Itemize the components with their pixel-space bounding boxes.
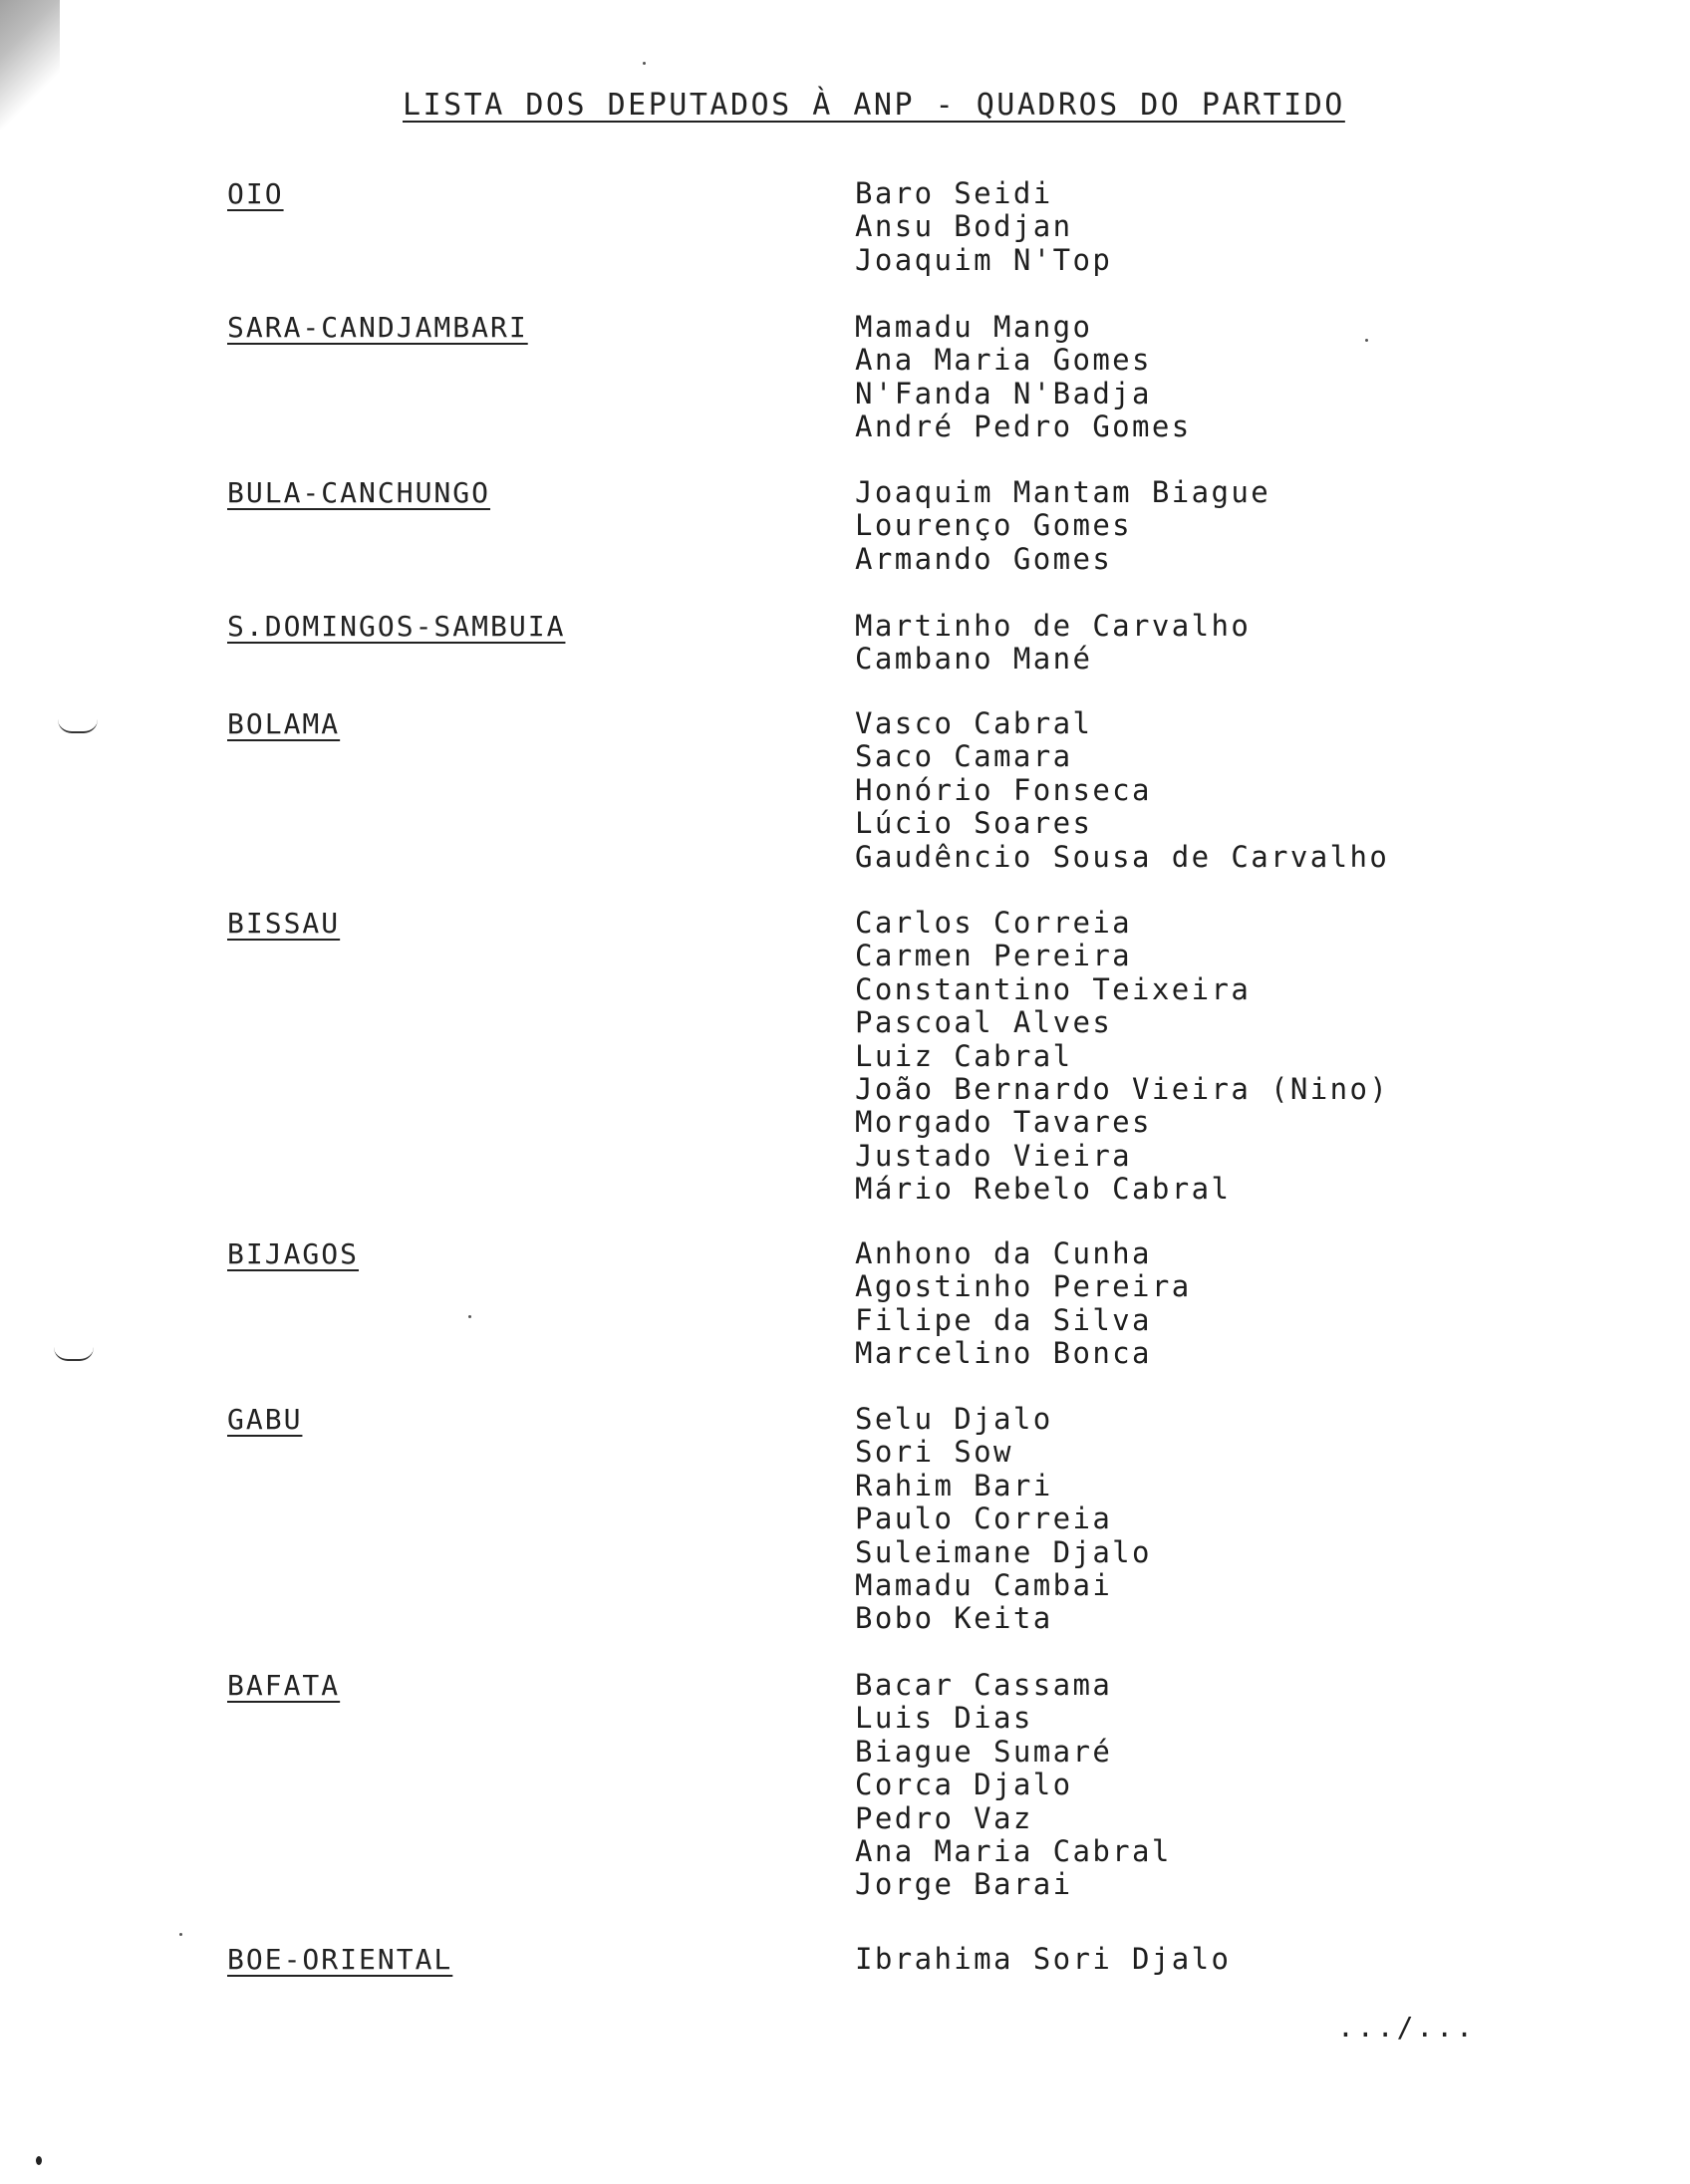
deputy-name: Ana Maria Cabral <box>855 1834 1172 1869</box>
deputy-name: Mamadu Cambai <box>855 1568 1113 1603</box>
deputy-names <box>855 907 1389 1207</box>
deputy-name: Carmen Pereira <box>855 939 1133 973</box>
deputy-name: Carlos Correia <box>855 906 1133 940</box>
deputy-names <box>855 1403 1152 1636</box>
deputy-name: Suleimane Djalo <box>855 1534 1152 1569</box>
deputy-name: Ansu Bodjan <box>855 209 1073 244</box>
region-name: GABU <box>227 1403 303 1436</box>
deputy-name: João Bernardo Vieira (Nino) <box>855 1072 1390 1107</box>
deputy-name: Corca Djalo <box>855 1768 1073 1802</box>
region-name: BULA-CANCHUNGO <box>227 476 491 509</box>
deputy-name: Lúcio Soares <box>855 806 1093 841</box>
region-name: BAFATA <box>227 1669 341 1702</box>
deputy-name: Paulo Correia <box>855 1502 1113 1536</box>
deputy-name: Sori Sow <box>855 1435 1013 1470</box>
deputy-name: Biague Sumaré <box>855 1734 1113 1769</box>
scan-speck <box>179 1933 182 1936</box>
document-title: LISTA DOS DEPUTADOS À ANP - QUADROS DO PARTIDO <box>403 88 1345 123</box>
deputy-name: Armando Gomes <box>855 541 1113 576</box>
deputy-name: Justado Vieira <box>855 1138 1133 1173</box>
deputy-name: Jorge Barai <box>855 1867 1073 1902</box>
continuation-mark: .../... <box>1337 2011 1477 2044</box>
deputy-name: N'Fanda N'Badja <box>855 376 1152 410</box>
deputy-name: Luiz Cabral <box>855 1038 1073 1073</box>
deputy-name: Ana Maria Gomes <box>855 343 1152 378</box>
deputy-names <box>855 177 1112 277</box>
deputy-names <box>855 476 1270 576</box>
deputy-names <box>855 610 1251 677</box>
deputy-name: Pascoal Alves <box>855 1005 1113 1040</box>
deputy-name: Cambano Mané <box>855 642 1093 677</box>
deputy-names <box>855 707 1389 874</box>
scan-speck <box>468 1315 471 1318</box>
deputy-names <box>855 311 1192 444</box>
deputy-name: Ibrahima Sori Djalo <box>855 1942 1232 1976</box>
deputy-name: Bacar Cassama <box>855 1668 1113 1702</box>
deputy-name: Martinho de Carvalho <box>855 609 1252 643</box>
region-name: BISSAU <box>227 907 341 940</box>
region-name: BOE-ORIENTAL <box>227 1943 453 1976</box>
region-name: SARA-CANDJAMBARI <box>227 311 528 344</box>
deputy-name: Vasco Cabral <box>855 706 1093 740</box>
deputy-name: Mamadu Mango <box>855 310 1093 344</box>
deputy-name: Lourenço Gomes <box>855 508 1133 543</box>
deputy-name: Filipe da Silva <box>855 1302 1152 1337</box>
scan-smudge <box>0 0 60 130</box>
scan-mark <box>54 1347 94 1361</box>
region-name: S.DOMINGOS-SAMBUIA <box>227 610 566 643</box>
deputy-name: Saco Camara <box>855 739 1073 774</box>
scan-speck <box>643 62 646 65</box>
deputy-names <box>855 1669 1172 1902</box>
deputy-name: Selu Djalo <box>855 1402 1053 1436</box>
region-name: BIJAGOS <box>227 1237 360 1270</box>
deputy-names <box>855 1237 1192 1371</box>
deputy-name: Honório Fonseca <box>855 772 1152 807</box>
deputy-name: Rahim Bari <box>855 1468 1053 1502</box>
deputy-name: Constantino Teixeira <box>855 971 1252 1006</box>
region-name: BOLAMA <box>227 707 341 740</box>
deputy-name: Mário Rebelo Cabral <box>855 1172 1232 1207</box>
deputy-name: Baro Seidi <box>855 176 1053 210</box>
deputy-name: Pedro Vaz <box>855 1800 1033 1835</box>
scan-speck <box>36 2156 42 2165</box>
deputy-name: Anhono da Cunha <box>855 1236 1152 1270</box>
deputy-name: Marcelino Bonca <box>855 1336 1152 1371</box>
deputy-name: Gaudêncio Sousa de Carvalho <box>855 839 1390 874</box>
scan-mark <box>58 719 98 733</box>
deputy-name: Morgado Tavares <box>855 1105 1152 1140</box>
region-name: OIO <box>227 177 284 210</box>
deputy-name: Agostinho Pereira <box>855 1269 1192 1304</box>
deputy-name: Joaquim Mantam Biague <box>855 475 1271 509</box>
deputy-name: André Pedro Gomes <box>855 410 1192 444</box>
deputy-name: Bobo Keita <box>855 1601 1053 1636</box>
scan-speck <box>1365 339 1368 342</box>
deputy-name: Joaquim N'Top <box>855 242 1113 277</box>
deputy-name: Luis Dias <box>855 1701 1033 1736</box>
deputy-names <box>855 1943 1231 1976</box>
